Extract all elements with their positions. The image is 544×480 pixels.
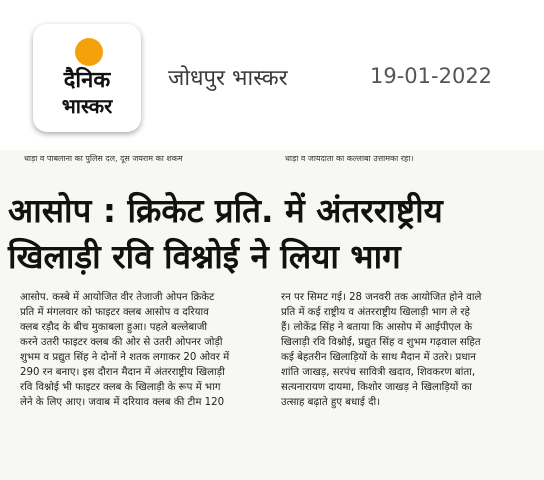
- headline-line: खिलाड़ी रवि विश्नोई ने लिया भाग: [8, 237, 401, 276]
- article-headline: [8, 188, 538, 280]
- text-line: रवि विश्नोई भी फाइटर क्लब के खिलाड़ी के रूप में भाग: [20, 382, 221, 393]
- edition-name: जोधपुर भास्कर: [168, 66, 288, 91]
- headline-line: आसोप : क्रिकेट प्रति. में अंतरराष्ट्रीय: [8, 191, 443, 230]
- cut-off-text-left: धाड़ा व पाबलाना का पुलिस दल, दूस जयराम का शकम: [24, 154, 183, 163]
- text-line: 290 रन बनाए। इस दौरान मैदान में अंतरराष्ट्रीय खिलाड़ी: [20, 367, 225, 378]
- text-line: लेने के लिए आए। जवाब में दरियाव क्लब की टीम 120: [20, 397, 225, 408]
- text-line: रन पर सिमट गई। 28 जनवरी तक आयोजित होने वाले: [281, 292, 482, 303]
- text-line: शांति जाखड़, सरपंच सावित्री खदाव, शिवकरण बांता,: [281, 367, 476, 378]
- text-line: प्रति में मंगलवार को फाइटर क्लब आसोप व दरियाव: [20, 307, 209, 318]
- sun-icon: [75, 38, 103, 66]
- text-line: प्रति में कई राष्ट्रीय व अंतरराष्ट्रीय खिलाड़ी भाग ले रहे: [281, 307, 470, 318]
- dainik-bhaskar-logo: [33, 24, 141, 132]
- text-line: कई बेहतरीन खिलाड़ियों के साथ मैदान में उतरे। प्रधान: [281, 352, 476, 363]
- publication-date: 19-01-2022: [370, 64, 493, 88]
- cut-off-text-right: धाड़ा व जायदाता का कल्लाबा उत्तामका रहा।: [285, 154, 414, 163]
- text-line: हैं। लोकेंद्र सिंह ने बताया कि आसोप में आईपीएल के: [281, 322, 473, 333]
- article-column-left: [20, 290, 269, 410]
- text-line: करने उतरी फाइटर क्लब की ओर से उतरी ओपनर जोड़ी: [20, 337, 223, 348]
- logo-text-dainik: दैनिक: [63, 68, 111, 93]
- article-body: [20, 290, 530, 410]
- page-header: [0, 0, 544, 148]
- article-column-right: [281, 290, 530, 410]
- newspaper-clipping: [0, 150, 544, 480]
- text-line: क्लब रड़ौद के बीच मुकाबला हुआ। पहले बल्लेबाजी: [20, 322, 208, 333]
- text-line: खिलाड़ी रवि विश्नोई, प्रद्युत सिंह व शुभम गढ़वाल सहित: [281, 337, 481, 348]
- text-line: उत्साह बढ़ाते हुए बधाई दी।: [281, 397, 381, 408]
- text-line: शुभम व प्रद्युत सिंह ने दोनों ने शतक लगाकर 20 ओवर में: [20, 352, 230, 363]
- text-line: सत्यनारायण दायमा, किशोर जाखड़ ने खिलाड़ियों का: [281, 382, 472, 393]
- text-line: आसोप. कस्बे में आयोजित वीर तेजाजी ओपन क्रिकेट: [20, 292, 215, 303]
- logo-text-bhaskar: भास्कर: [61, 94, 113, 118]
